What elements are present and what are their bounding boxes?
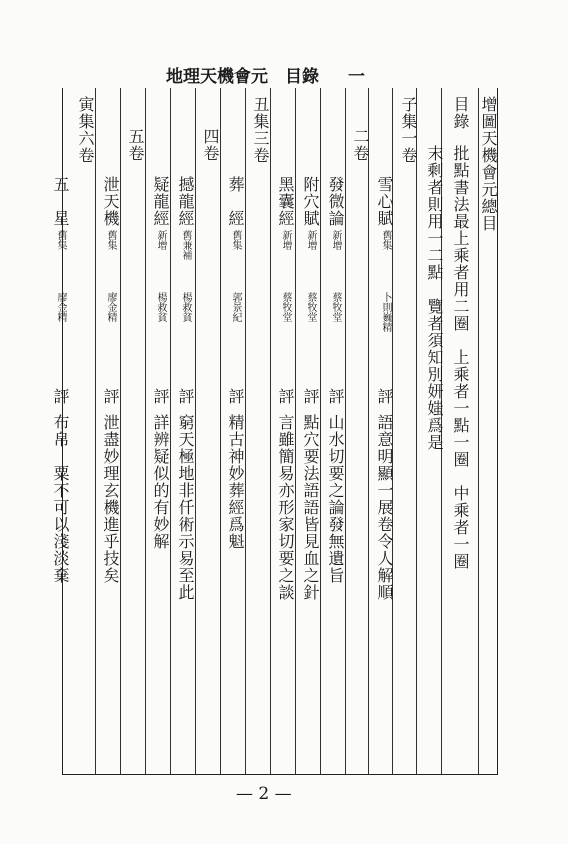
entry-author: 蔡牧堂	[305, 292, 316, 322]
entry-title: 黑囊經	[276, 176, 295, 227]
entry-tag: 舊集	[55, 230, 66, 250]
entry-comment: 泄盡妙理玄機進乎技矣	[101, 414, 120, 584]
entry-author: 楊救貧	[180, 292, 191, 322]
entry-comment: 點穴要法語語皆見血之針	[301, 414, 320, 601]
section-heading: 寅集六卷	[76, 96, 95, 164]
entry-title: 葬 經	[226, 176, 245, 227]
entry-title: 發微論	[326, 176, 345, 227]
column-divider	[416, 88, 417, 774]
entry-comment-label: 評	[276, 388, 295, 405]
column-divider	[295, 88, 296, 774]
toc-note-text: 批點書法最上乘者用二圈 上乘者一點一圈 中乘者一圈	[451, 145, 470, 570]
entry-comment-label: 評	[375, 388, 394, 405]
column-divider	[345, 88, 346, 774]
entry-comment-label: 評	[301, 388, 320, 405]
header-title: 地理天機會元 目錄	[166, 67, 319, 87]
column-divider	[120, 88, 121, 774]
entry-tag: 新增	[155, 230, 166, 250]
section-heading: 二卷	[351, 128, 370, 162]
entry-comment-label: 評	[176, 388, 195, 405]
entry-title: 泄天機	[101, 176, 120, 227]
entry-comment: 精古神妙葬經爲魁	[226, 414, 245, 550]
entry-author: 郭景紀	[230, 292, 241, 322]
entry-author: 楊救貧	[155, 292, 166, 322]
entry-comment: 窮天極地非仟術示易至此	[176, 414, 195, 601]
column-divider	[220, 88, 221, 774]
entry-comment: 山水切要之論發無遺旨	[326, 414, 345, 584]
toc-notes-label: 目錄	[451, 96, 470, 130]
column-divider	[368, 88, 369, 774]
entry-title: 五 星	[51, 176, 70, 227]
entry-tag: 舊集	[380, 230, 391, 250]
entry-comment-label: 評	[226, 388, 245, 405]
entry-comment: 言雖簡易亦形家切要之談	[276, 414, 295, 601]
entry-tag: 新增	[305, 230, 316, 250]
entry-title: 附穴賦	[301, 176, 320, 227]
entry-comment-label: 評	[51, 388, 70, 405]
column-divider	[195, 88, 196, 774]
entry-comment-label: 評	[101, 388, 120, 405]
entry-comment-label: 評	[326, 388, 345, 405]
page-number: — 2 —	[236, 784, 292, 804]
section-heading: 子集一卷	[399, 96, 418, 164]
entry-author: 蔡牧堂	[280, 292, 291, 322]
entry-author: 蔡牧堂	[330, 292, 341, 322]
entry-tag: 舊兼補	[180, 230, 191, 260]
entry-title: 疑龍經	[151, 176, 170, 227]
entry-title: 雪心賦	[375, 176, 394, 227]
section-heading: 五卷	[126, 128, 145, 162]
column-divider	[95, 88, 96, 774]
entry-tag: 新增	[330, 230, 341, 250]
entry-comment: 語意明顯一展卷令人解順	[375, 414, 394, 601]
entry-comment: 布帛 粟不可以淺淡棄	[51, 414, 70, 584]
column-divider	[320, 88, 321, 774]
entry-comment-label: 評	[151, 388, 170, 405]
column-divider	[245, 88, 246, 774]
entry-author: 廖金精	[105, 292, 116, 322]
column-divider	[270, 88, 271, 774]
toc-note-text: 末剩者則用一二點 覽者須知別妍媸爲是	[425, 145, 444, 451]
column-divider	[170, 88, 171, 774]
column-divider	[145, 88, 146, 774]
section-heading: 丑集三卷	[251, 96, 270, 164]
entry-author: 卜則巍精	[380, 292, 391, 332]
entry-comment: 詳辨疑似的有妙解	[151, 414, 170, 550]
section-heading: 四卷	[201, 128, 220, 162]
entry-tag: 舊集	[230, 230, 241, 250]
entry-tag: 舊集	[105, 230, 116, 250]
entry-title: 撼龍經	[176, 176, 195, 227]
running-header	[166, 62, 406, 86]
header-part-number: 一	[348, 67, 365, 87]
toc-title: 增圖天機會元總目	[479, 96, 498, 232]
entry-author: 廖金精	[55, 292, 66, 322]
entry-tag: 新增	[280, 230, 291, 250]
